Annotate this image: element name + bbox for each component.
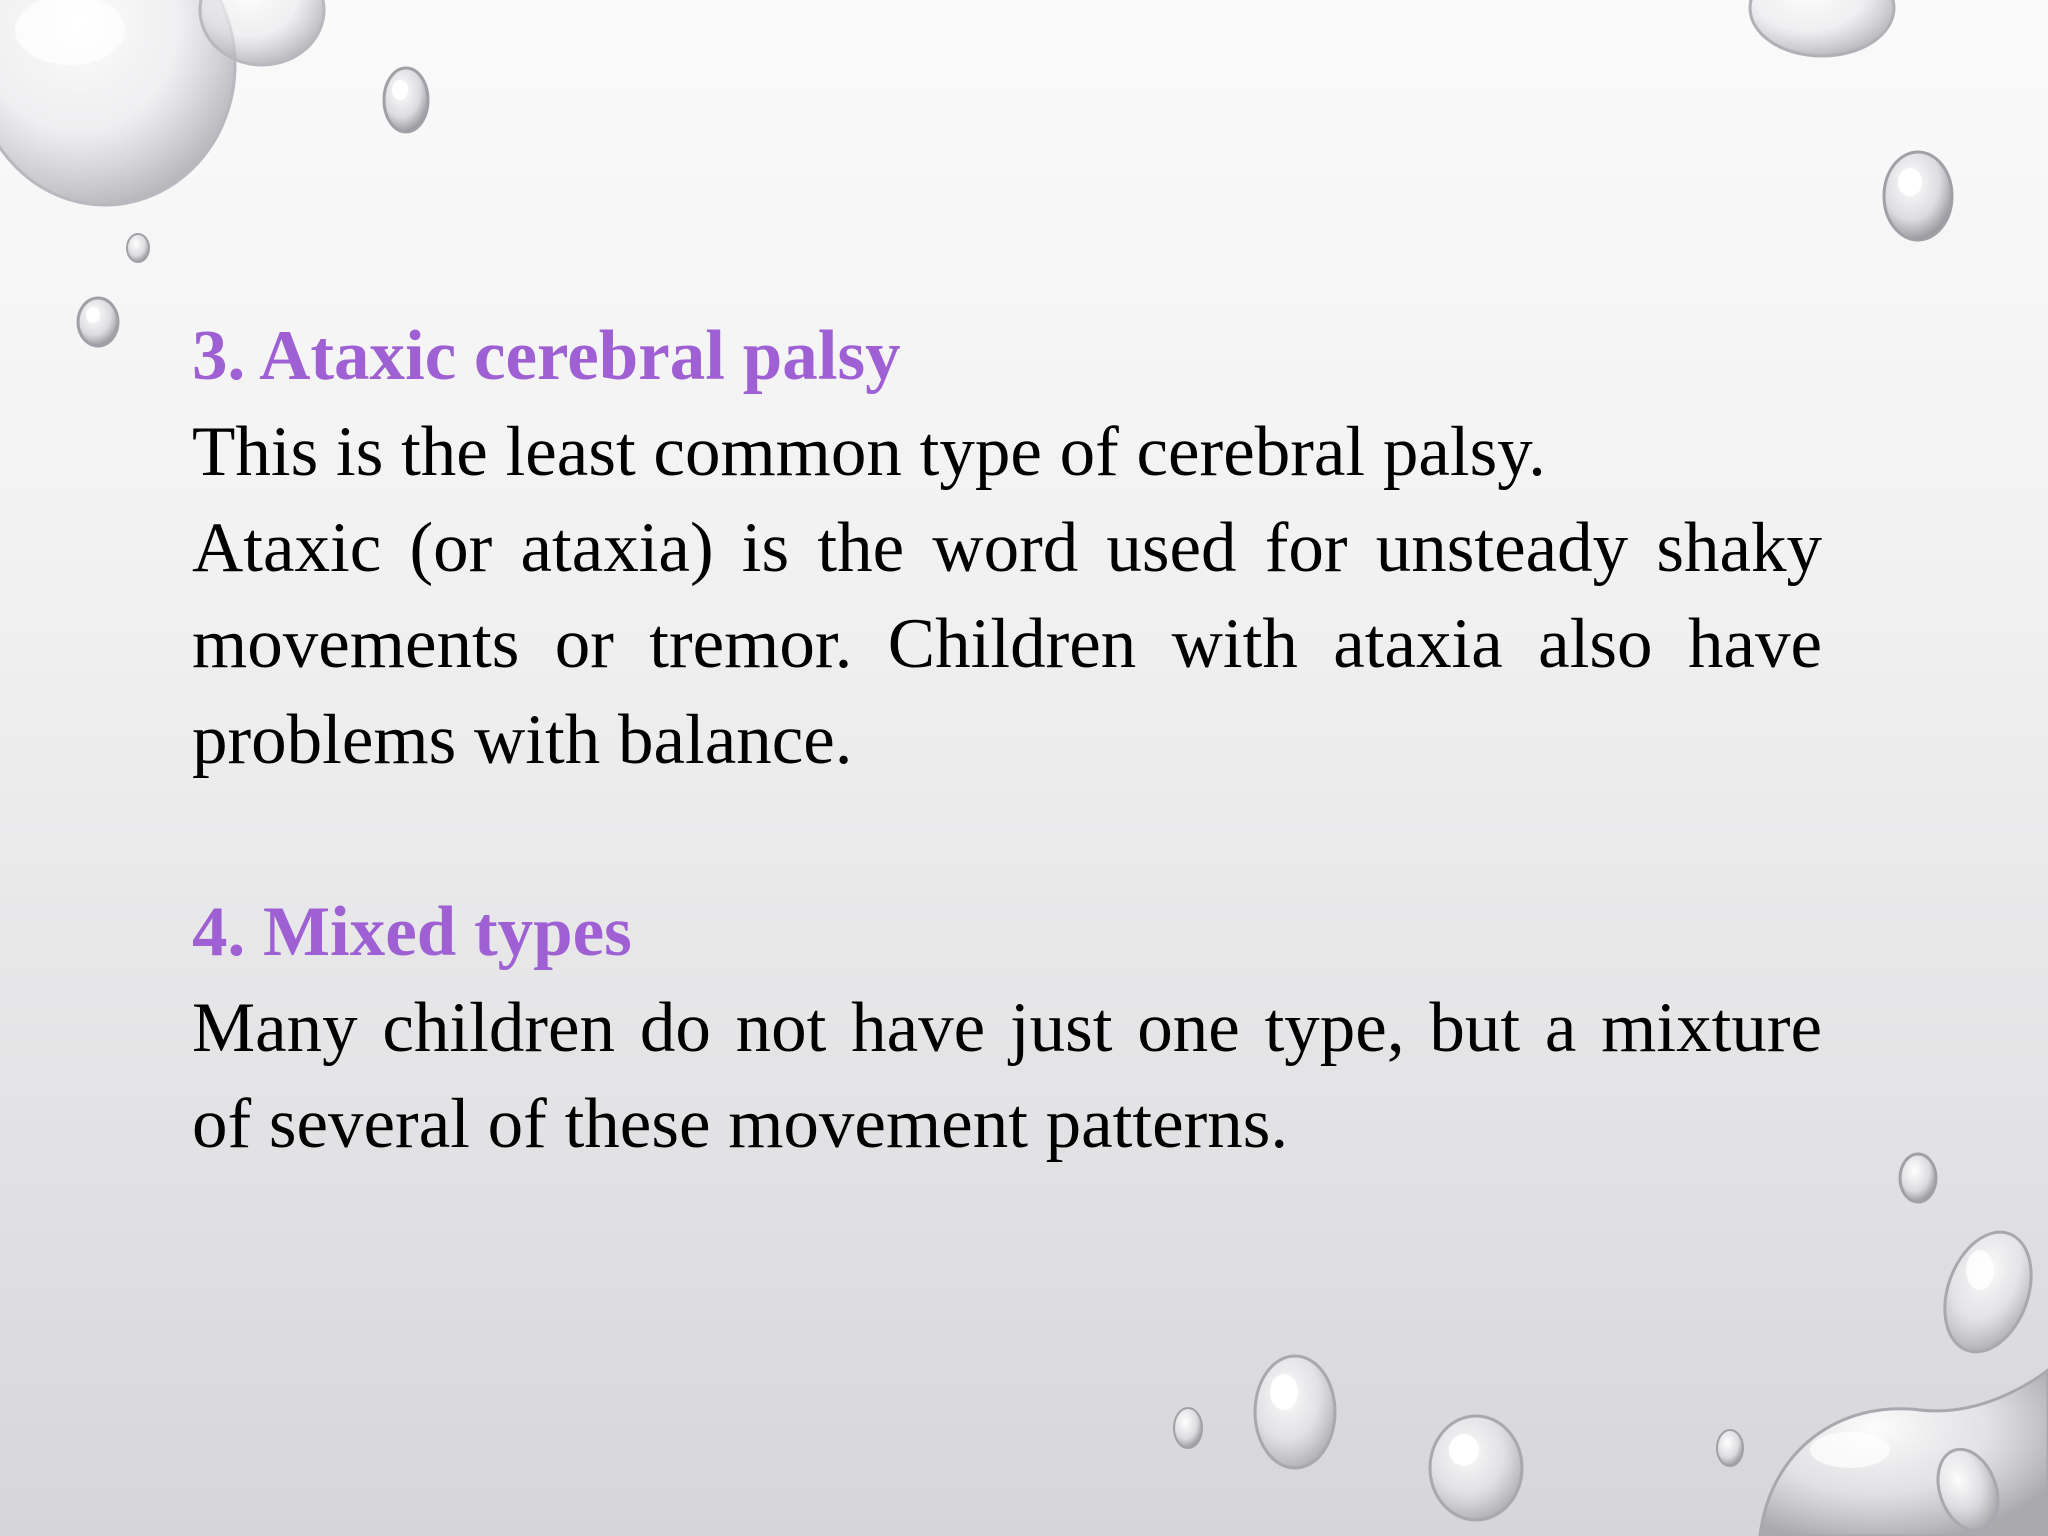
droplet-bottom-medium-2 — [1430, 1416, 1522, 1520]
section-heading-ataxic: 3. Ataxic cerebral palsy — [192, 317, 901, 395]
droplet-bottom-tiny-2 — [1717, 1430, 1743, 1466]
droplet-bottom-right-small — [1900, 1154, 1936, 1202]
droplet-bottom-oval-right — [1927, 1441, 2008, 1536]
droplet-bottom-medium — [1255, 1356, 1335, 1468]
slide-content — [192, 308, 1822, 1172]
section-line-ataxic: This is the least common type of cerebral palsy. — [192, 413, 1546, 491]
droplet-left-small — [78, 298, 118, 346]
droplet-left-tiny — [127, 234, 149, 262]
section-heading-mixed: 4. Mixed types — [192, 893, 632, 971]
droplet-bottom-right-oval — [1929, 1220, 2047, 1364]
droplet-top-left-small — [384, 68, 428, 132]
section-spacer — [192, 788, 1822, 884]
droplet-top-right — [1750, 0, 1894, 56]
droplet-bottom-right-large — [1760, 1370, 2048, 1536]
section-body-ataxic: Ataxic (or ataxia) is the word used for unsteady shaky movements or tremor. Children with ataxia also have problems with balance. — [192, 509, 1822, 779]
droplet-large-top-left — [0, 0, 235, 205]
section-body-mixed: Many children do not have just one type, but a mixture of several of these movement patterns. — [192, 989, 1822, 1163]
droplet-top-left-oval — [200, 0, 324, 65]
droplet-right-upper — [1884, 152, 1952, 240]
droplet-bottom-tiny-1 — [1174, 1408, 1202, 1448]
